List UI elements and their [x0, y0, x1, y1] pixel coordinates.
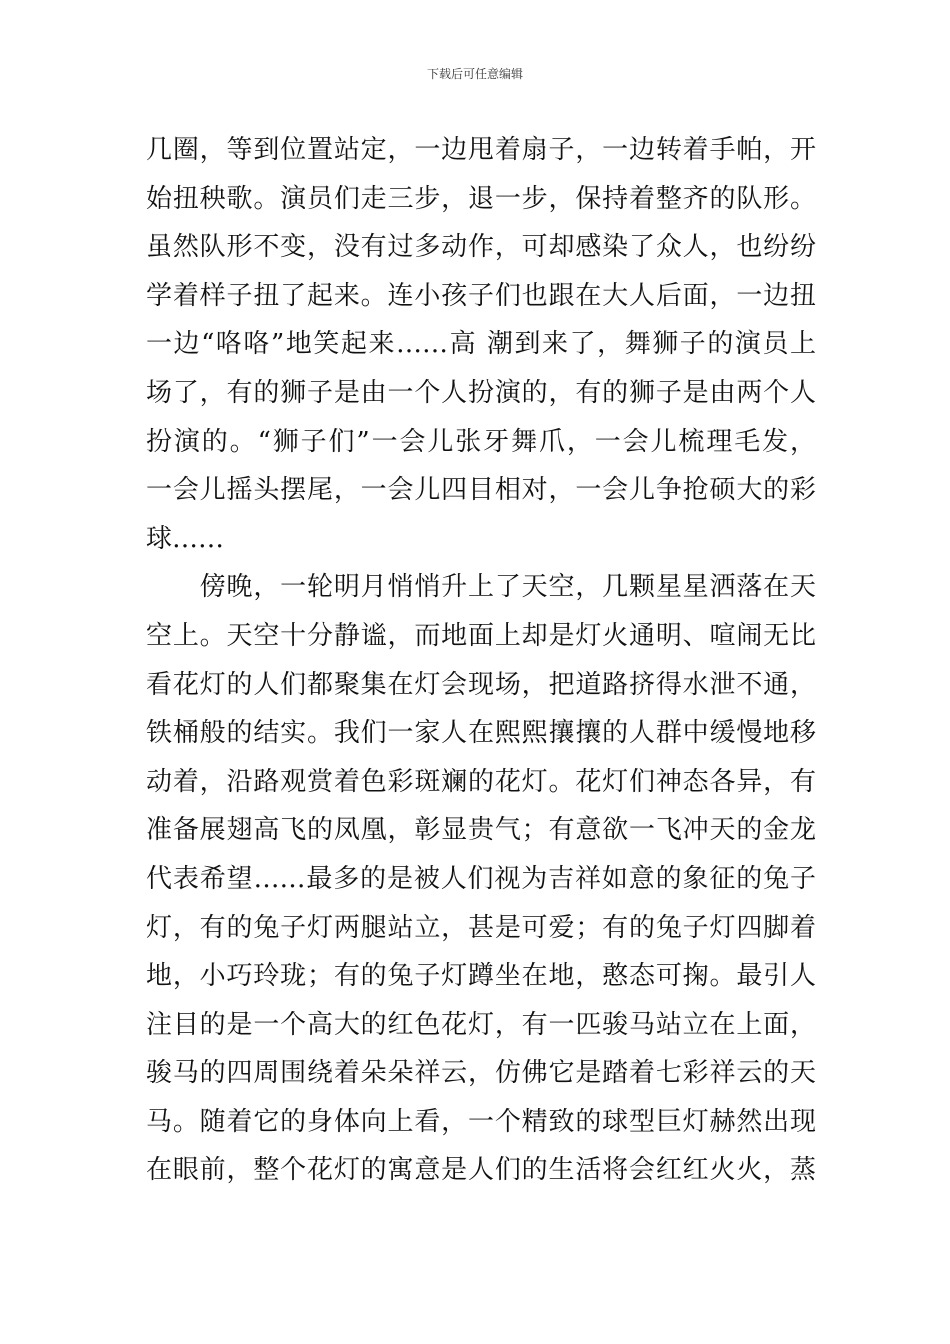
text-line: 傍晚，一轮明月悄悄升上了天空，几颗星星洒落在天 — [146, 572, 816, 603]
paragraph-2 — [146, 563, 816, 1195]
text-line: 马。随着它的身体向上看，一个精致的球型巨灯赫然出现 — [146, 1106, 816, 1137]
page-header: 下载后可任意编辑 — [426, 67, 523, 81]
text-line: 一边“咯咯”地笑起来……高 潮到来了，舞狮子的演员上 — [146, 329, 816, 360]
text-line: 球…… — [146, 523, 225, 554]
text-line: 代表希望……最多的是被人们视为吉祥如意的象征的兔子 — [146, 863, 816, 894]
text-line: 始扭秧歌。演员们走三步，退一步，保持着整齐的队形。 — [146, 183, 816, 214]
text-line: 扮演的。“狮子们”一会儿张牙舞爪，一会儿梳理毛发， — [146, 426, 816, 457]
text-line: 灯，有的兔子灯两腿站立，甚是可爱；有的兔子灯四脚着 — [146, 912, 816, 943]
text-line: 注目的是一个高大的红色花灯，有一匹骏马站立在上面， — [146, 1009, 816, 1040]
text-line: 地，小巧玲珑；有的兔子灯蹲坐在地，憨态可掬。最引人 — [146, 961, 816, 992]
text-line: 空上。天空十分静谧，而地面上却是灯火通明、喧闹无比 — [146, 620, 816, 651]
text-line: 骏马的四周围绕着朵朵祥云，仿佛它是踏着七彩祥云的天 — [146, 1058, 816, 1089]
text-line: 在眼前，整个花灯的寓意是人们的生活将会红红火火，蒸 — [146, 1155, 816, 1186]
text-line: 一会儿摇头摆尾，一会儿四目相对，一会儿争抢硕大的彩 — [146, 475, 816, 506]
text-line: 看花灯的人们都聚集在灯会现场，把道路挤得水泄不通， — [146, 669, 816, 700]
text-line: 准备展翅高飞的凤凰，彰显贵气；有意欲一飞冲天的金龙 — [146, 815, 816, 846]
text-line: 动着，沿路观赏着色彩斑斓的花灯。花灯们神态各异，有 — [146, 766, 816, 797]
text-line: 几圈，等到位置站定，一边甩着扇子，一边转着手帕，开 — [146, 135, 816, 165]
text-line: 铁桶般的结实。我们一家人在熙熙攘攘的人群中缓慢地移 — [146, 718, 816, 749]
text-line: 学着样子扭了起来。连小孩子们也跟在大人后面，一边扭 — [146, 280, 816, 311]
paragraph-1 — [146, 126, 816, 563]
text-line: 虽然队形不变，没有过多动作，可却感染了众人，也纷纷 — [146, 232, 816, 263]
text-line: 场了，有的狮子是由一个人扮演的，有的狮子是由两个人 — [146, 377, 816, 408]
document-body — [146, 126, 816, 1195]
